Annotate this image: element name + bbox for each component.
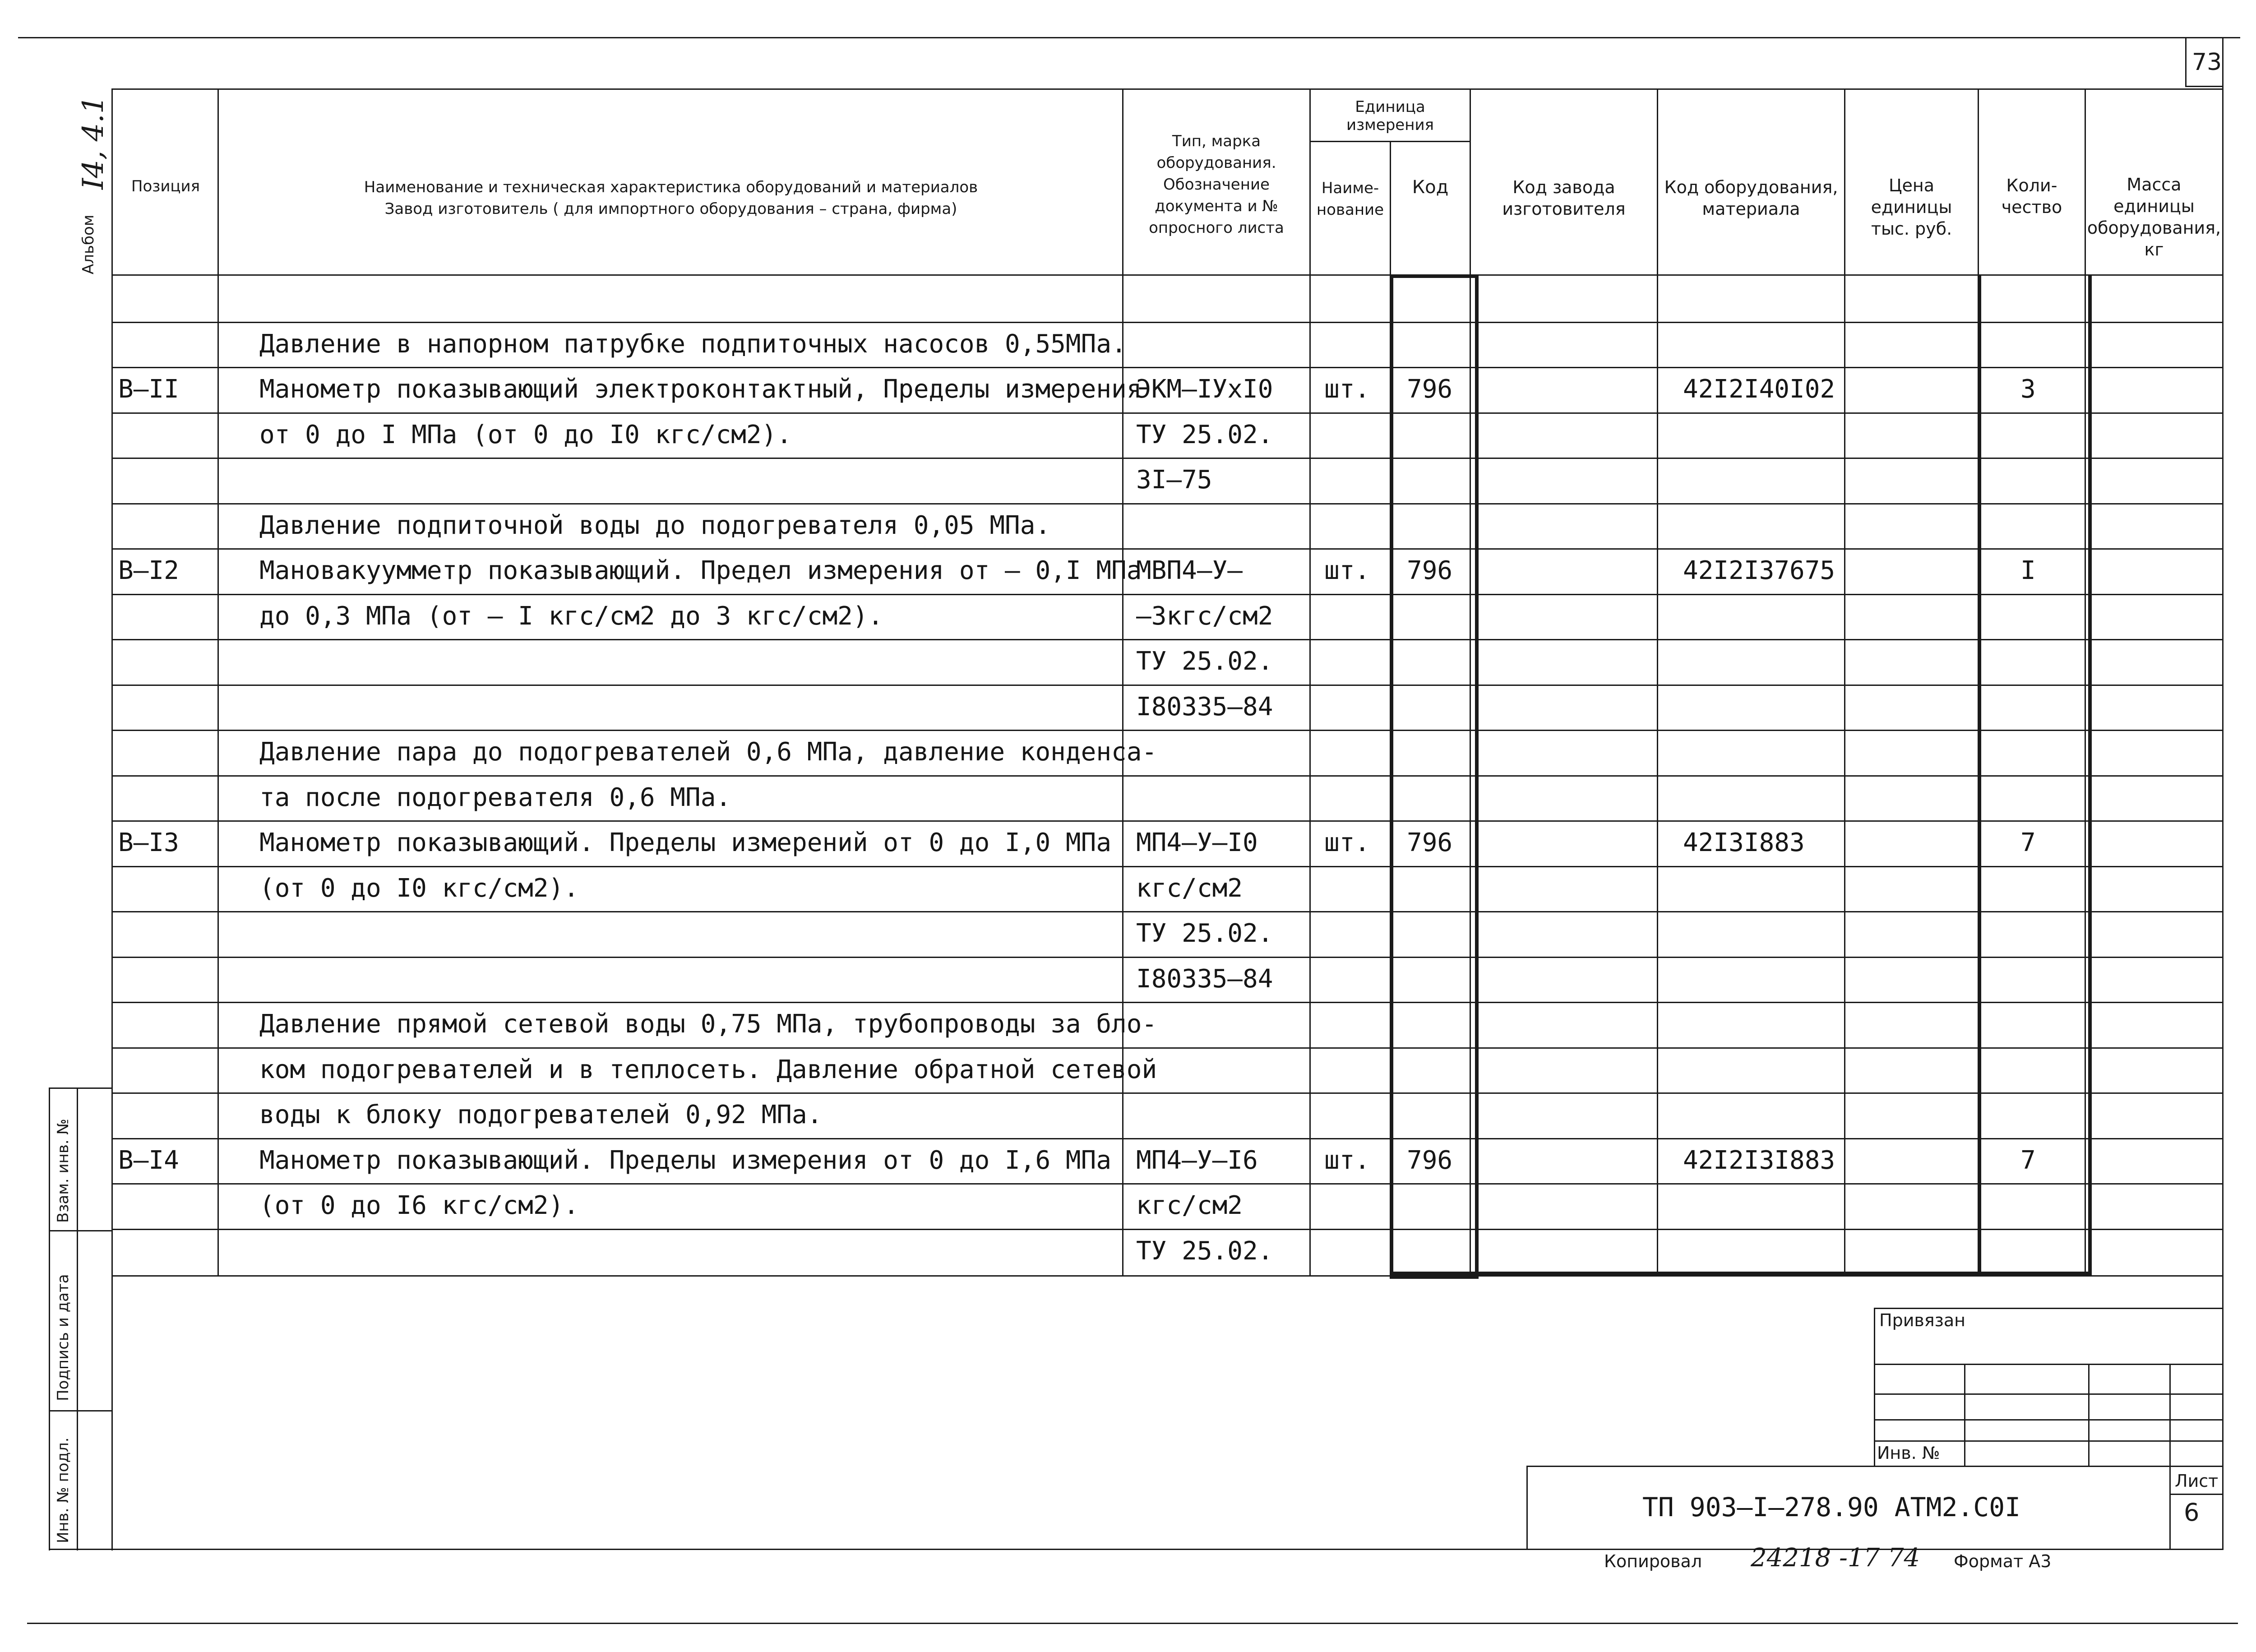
frame-top-line (18, 37, 2240, 38)
col-divider-name (1122, 88, 1123, 1275)
privyazan-vline3 (2169, 1364, 2171, 1466)
cell-type: ЭКМ–IУхI0 (1136, 375, 1273, 404)
cell-unit: шт. (1324, 828, 1370, 857)
header-type-line4: документа и № (1155, 197, 1278, 215)
cell-quantity: 7 (2020, 1146, 2036, 1175)
cell-unit: шт. (1324, 1146, 1370, 1175)
header-qty-line2: чество (2001, 197, 2062, 217)
left-stamp-podpis: Подпись и дата (54, 1274, 72, 1401)
cell-quantity: 7 (2020, 828, 2036, 857)
header-price-line3: тыс. руб. (1871, 219, 1952, 239)
cell-name: воды к блоку подогревателей 0,92 МПа. (259, 1100, 823, 1129)
album-number: I4, 4.1 (77, 95, 110, 190)
header-unit-line2: измерения (1346, 116, 1434, 134)
frame-bottom-line (27, 1623, 2238, 1624)
cell-type: ТУ 25.02. (1136, 1236, 1273, 1266)
list-box-divider (2169, 1494, 2222, 1495)
page-number: 73 (2192, 49, 2222, 76)
header-type-line2: оборудования. (1156, 154, 1276, 172)
header-name-line1: Наименование и техническая характеристика оборудований и материалов (364, 178, 978, 196)
album-label: Альбом (79, 214, 97, 274)
list-box-left (2169, 1466, 2171, 1549)
cell-name: та после подогревателя 0,6 МПа. (259, 783, 731, 812)
header-position: Позиция (131, 177, 200, 195)
list-number: 6 (2184, 1498, 2200, 1527)
header-type-line5: опросного листа (1149, 219, 1284, 237)
cell-code: 796 (1407, 375, 1453, 404)
cell-name: ком подогревателей и в теплосеть. Давление обратной сетевой (259, 1055, 1157, 1084)
left-stamp-vzam: Взам. инв. № (54, 1119, 72, 1223)
header-qty-line1: Коли- (2006, 176, 2057, 195)
header-mass-line4: кг (2144, 240, 2164, 259)
header-equip-line2: материала (1702, 199, 1800, 219)
header-maker-line2: изготовителя (1502, 199, 1626, 219)
cell-type: I80335–84 (1136, 964, 1273, 994)
header-bottom-line (111, 274, 2222, 276)
cell-equip-code: 42I2I37675 (1683, 556, 1835, 585)
left-stamp-inner (77, 1087, 78, 1550)
cell-code: 796 (1407, 1146, 1453, 1175)
cell-equip-code: 42I2I3I883 (1683, 1146, 1835, 1175)
header-price-line1: Цена (1888, 176, 1934, 195)
page-number-box-bottom (2185, 86, 2222, 87)
cell-quantity: 3 (2020, 375, 2036, 404)
cell-name: Манометр показывающий электроконтактный, Пределы измерения (259, 375, 1142, 404)
header-unit-line1: Единица (1355, 98, 1425, 116)
footer-handwritten: 24218 -17 74 (1751, 1543, 1920, 1573)
header-type-line1: Тип, марка (1172, 132, 1261, 150)
cell-quantity: I (2020, 556, 2036, 585)
designation-text: ТП 903–I–278.90 АТМ2.С0I (1642, 1492, 2021, 1522)
cell-name: до 0,3 МПа (от – I кгс/см2 до 3 кгс/см2). (259, 602, 883, 631)
cell-type: –3кгс/см2 (1136, 602, 1273, 631)
cell-type: кгс/см2 (1136, 1191, 1243, 1220)
cell-type: ТУ 25.02. (1136, 919, 1273, 948)
table-bottom-line (111, 1275, 2222, 1277)
cell-name: Манометр показывающий. Пределы измерения от 0 до I,6 МПа (259, 1146, 1112, 1175)
cell-type: МП4–У–I6 (1136, 1146, 1258, 1175)
col-divider-maker (1657, 88, 1658, 1275)
col-divider-type (1309, 88, 1311, 1275)
cell-name: Давление прямой сетевой воды 0,75 МПа, трубопроводы за бло- (259, 1009, 1157, 1039)
cell-equip-code: 42I2I40I02 (1683, 375, 1835, 404)
left-stamp-outer (49, 1087, 50, 1550)
cell-code: 796 (1407, 828, 1453, 857)
cell-name: (от 0 до I0 кгс/см2). (259, 874, 579, 903)
cell-position: В–I3 (118, 828, 179, 857)
left-stamp-div2 (49, 1410, 111, 1411)
cell-name: Манометр показывающий. Пределы измерений от 0 до I,0 МПа (259, 828, 1112, 857)
cell-code: 796 (1407, 556, 1453, 585)
left-stamp-top (49, 1087, 111, 1089)
qty-column-thick-frame (1978, 274, 2092, 1275)
header-mass-line2: единицы (2113, 196, 2195, 216)
cell-equip-code: 42I3I883 (1683, 828, 1805, 857)
cell-type: I80335–84 (1136, 692, 1273, 722)
cell-position: В–II (118, 375, 179, 404)
cell-name: Мановакуумметр показывающий. Предел измерения от – 0,I МПа (259, 556, 1142, 585)
header-price-line2: единицы (1871, 197, 1952, 217)
header-name-line2: Завод изготовитель ( для импортного оборудования – страна, фирма) (384, 200, 957, 218)
cell-name: Давление пара до подогревателей 0,6 МПа, давление конденса- (259, 737, 1157, 767)
inv-no-label: Инв. № (1877, 1443, 1940, 1463)
cell-unit: шт. (1324, 375, 1370, 404)
cell-type: 3I–75 (1136, 465, 1212, 495)
cell-name: (от 0 до I6 кгс/см2). (259, 1191, 579, 1220)
cell-type: МП4–У–I0 (1136, 828, 1258, 857)
cell-name: от 0 до I МПа (от 0 до I0 кгс/см2). (259, 420, 792, 449)
col-left-border (111, 88, 113, 1550)
privyazan-vline1 (1964, 1364, 1965, 1466)
cell-type: ТУ 25.02. (1136, 420, 1273, 449)
privyazan-vline2 (2088, 1364, 2090, 1466)
header-type-line3: Обозначение (1163, 176, 1270, 194)
cell-position: В–I2 (118, 556, 179, 585)
left-stamp-div1 (49, 1230, 111, 1231)
header-maker-line1: Код завода (1512, 177, 1615, 197)
footer-kopiroval: Копировал (1604, 1551, 1702, 1571)
col-divider-position (217, 88, 219, 1275)
list-label: Лист (2175, 1471, 2219, 1491)
cell-type: кгс/см2 (1136, 874, 1243, 903)
cell-name: Давление подпиточной воды до подогревателя 0,05 МПа. (259, 511, 1051, 540)
privyazan-label: Привязан (1879, 1310, 1965, 1330)
table-top-line (111, 88, 2222, 90)
cell-name: Давление в напорном патрубке подпиточных насосов 0,55МПа. (259, 329, 1127, 359)
header-unit-code: Код (1412, 177, 1449, 198)
header-mass-line1: Масса (2127, 175, 2182, 194)
cell-type: ТУ 25.02. (1136, 647, 1273, 676)
col-divider-equip (1844, 88, 1845, 1275)
cell-type: МВП4–У– (1136, 556, 1243, 585)
header-equip-line1: Код оборудования, (1664, 177, 1838, 197)
header-unit-name-line1: Наиме- (1321, 179, 1379, 197)
footer-format: Формат А3 (1954, 1551, 2052, 1571)
code-maker-bottom-thick (1390, 1272, 2088, 1275)
code-column-thick-frame (1390, 274, 1479, 1279)
page-number-box-left (2185, 37, 2187, 86)
cell-unit: шт. (1324, 556, 1370, 585)
header-unit-name-line2: нование (1316, 201, 1384, 219)
left-stamp-inv-podl: Инв. № подл. (54, 1437, 72, 1543)
header-mass-line3: оборудования, (2087, 218, 2221, 238)
cell-position: В–I4 (118, 1146, 179, 1175)
